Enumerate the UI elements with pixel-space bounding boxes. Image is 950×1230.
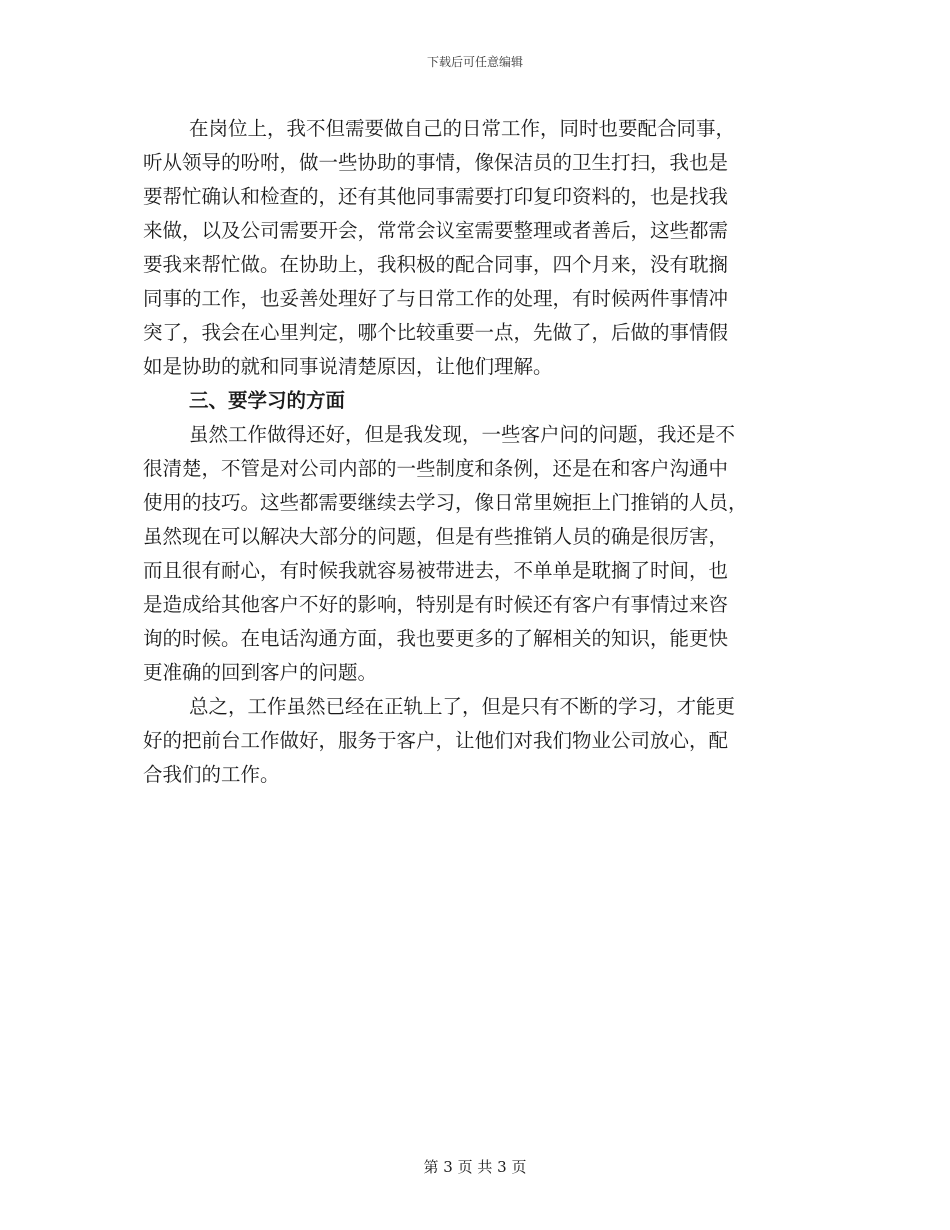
paragraph-line: 突了，我会在心里判定，哪个比较重要一点，先做了，后做的事情假 — [143, 321, 729, 344]
paragraph-line: 听从领导的吩咐，做一些协助的事情，像保洁员的卫生打扫，我也是 — [143, 151, 729, 174]
paragraph-line: 虽然工作做得还好，但是我发现，一些客户问的问题，我还是不 — [189, 423, 736, 446]
paragraph-line: 如是协助的就和同事说清楚原因，让他们理解。 — [143, 355, 553, 378]
paragraph-line: 很清楚，不管是对公司内部的一些制度和条例，还是在和客户沟通中 — [143, 457, 729, 480]
paragraph-line: 要帮忙确认和检查的，还有其他同事需要打印复印资料的，也是找我 — [143, 185, 729, 208]
document-body — [143, 112, 803, 792]
paragraph-line: 更准确的回到客户的问题。 — [143, 661, 378, 684]
paragraph-line: 使用的技巧。这些都需要继续去学习，像日常里婉拒上门推销的人员， — [143, 491, 748, 514]
page-number: 第 3 页 共 3 页 — [423, 1158, 527, 1176]
paragraph-line: 总之，工作虽然已经在正轨上了，但是只有不断的学习，才能更 — [189, 695, 736, 718]
paragraph-line: 同事的工作，也妥善处理好了与日常工作的处理，有时候两件事情冲 — [143, 287, 729, 310]
paragraph-line: 而且很有耐心，有时候我就容易被带进去，不单单是耽搁了时间，也 — [143, 559, 729, 582]
section-heading: 三、要学习的方面 — [189, 389, 346, 412]
paragraph-line: 虽然现在可以解决大部分的问题，但是有些推销人员的确是很厉害， — [143, 525, 729, 548]
paragraph-line: 来做，以及公司需要开会，常常会议室需要整理或者善后，这些都需 — [143, 219, 729, 242]
paragraph-line: 是造成给其他客户不好的影响，特别是有时候还有客户有事情过来咨 — [143, 593, 729, 616]
page-header: 下载后可任意编辑 — [426, 55, 523, 69]
paragraph-line: 要我来帮忙做。在协助上，我积极的配合同事，四个月来，没有耽搁 — [143, 253, 729, 276]
paragraph-line: 好的把前台工作做好，服务于客户，让他们对我们物业公司放心，配 — [143, 729, 729, 752]
paragraph-line: 询的时候。在电话沟通方面，我也要更多的了解相关的知识，能更快 — [143, 627, 729, 650]
paragraph-line: 合我们的工作。 — [143, 763, 280, 786]
paragraph-line: 在岗位上，我不但需要做自己的日常工作，同时也要配合同事， — [189, 117, 736, 140]
